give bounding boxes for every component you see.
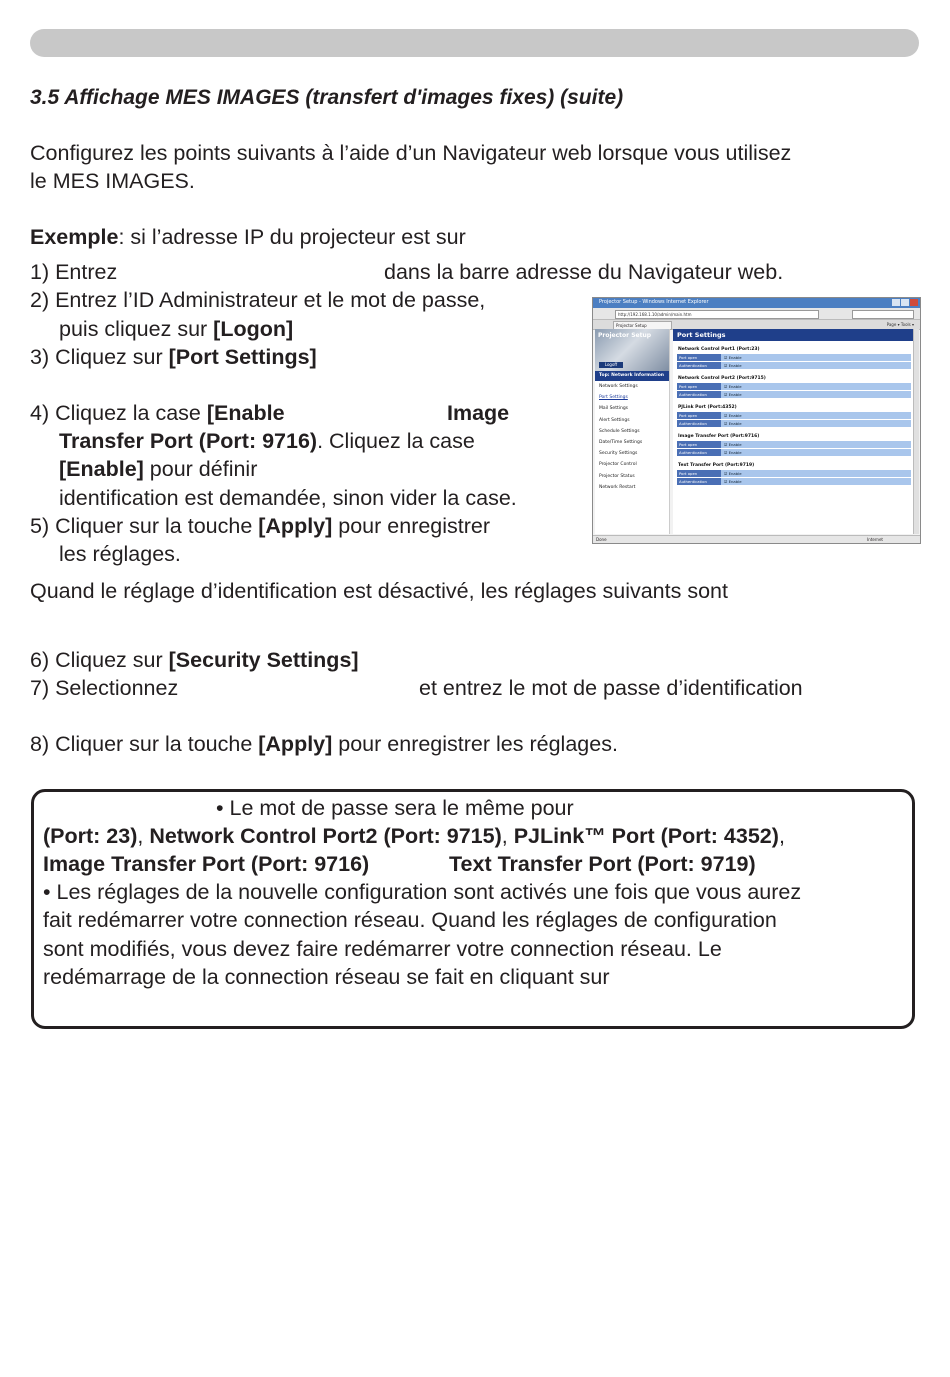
screenshot-enable-checkbox: ☑ Enable xyxy=(721,441,911,448)
image-transfer-port-note: Image Transfer Port (Port: 9716) xyxy=(43,852,370,876)
screenshot-nav-top: Top: Network Information xyxy=(595,371,669,381)
screenshot-nav-item: Date/Time Settings xyxy=(599,440,643,446)
image-transfer-port-label: Transfer Port (Port: 9716) xyxy=(59,429,318,453)
step-4-text: 4) Cliquez la case xyxy=(30,401,207,425)
screenshot-nav xyxy=(595,381,669,493)
screenshot-tools: Page ▾ Tools ▾ xyxy=(886,322,914,327)
screenshot-setting-key: Authentication xyxy=(677,362,721,369)
screenshot-enable-checkbox: ☑ Enable xyxy=(721,470,911,477)
minimize-icon xyxy=(892,299,900,306)
screenshot-main xyxy=(673,329,915,534)
screenshot-enable-checkbox: ☑ Enable xyxy=(721,412,911,419)
screenshot-search-box xyxy=(852,310,914,319)
screenshot-setting-row xyxy=(677,470,911,477)
screenshot-setting-row xyxy=(677,478,911,485)
screenshot-enable-checkbox: ☑ Enable xyxy=(721,420,911,427)
screenshot-scrollbar xyxy=(913,329,919,534)
network-control-port2-label: Network Control Port2 (Port: 9715) xyxy=(149,824,502,848)
step-1-suffix: dans la barre adresse du Navigateur web. xyxy=(384,260,784,284)
enable-label: [Enable xyxy=(206,401,285,425)
intro-line-1: Configurez les points suivants à l’aide d’un Navigateur web lorsque vous utilisez xyxy=(30,141,792,165)
step-2-text: puis cliquez sur xyxy=(59,317,214,341)
step-4-line-4: identification est demandée, sinon vider la case. xyxy=(59,486,517,510)
maximize-icon xyxy=(901,299,909,306)
screenshot-setting-row xyxy=(677,362,911,369)
note-sep-2: , xyxy=(501,824,514,848)
step-7-suffix: et entrez le mot de passe d’identification xyxy=(419,676,803,700)
screenshot-setting-key: Port open xyxy=(677,412,721,419)
screenshot-titlebar xyxy=(593,298,920,308)
screenshot-nav-item: Projector Status xyxy=(599,473,635,479)
screenshot-groups xyxy=(673,341,915,485)
screenshot-group-title: Image Transfer Port (Port:9716) xyxy=(678,434,760,439)
example-text: : si l’adresse IP du projecteur est sur xyxy=(118,225,466,249)
step-6 xyxy=(30,646,359,674)
screenshot-nav-item: Alert Settings xyxy=(599,417,630,423)
step-3 xyxy=(30,343,317,371)
example-label: Exemple xyxy=(30,225,119,249)
screenshot-setting-key: Authentication xyxy=(677,449,721,456)
screenshot-setting-key: Authentication xyxy=(677,478,721,485)
step-6-text: 6) Cliquez sur xyxy=(30,648,169,672)
note-line-4: • Les réglages de la nouvelle configuration sont activés une fois que vous aurez xyxy=(43,880,802,904)
note-line-1: • Le mot de passe sera le même pour xyxy=(216,796,574,820)
screenshot-enable-checkbox: ☑ Enable xyxy=(721,362,911,369)
screenshot-status-text: Done xyxy=(596,537,607,542)
pjlink-port-label: PJLink™ Port (Port: 4352) xyxy=(513,824,779,848)
screenshot-nav-item: Port Settings xyxy=(599,395,628,401)
screenshot-logo xyxy=(595,329,669,371)
step-4-line-2-rest: . Cliquez la case xyxy=(317,429,475,453)
screenshot-nav-item: Projector Control xyxy=(599,462,637,468)
step-5-line-1 xyxy=(30,512,490,540)
intro-line-2: le MES IMAGES. xyxy=(30,169,195,193)
screenshot-nav-item: Security Settings xyxy=(599,451,638,457)
screenshot-status-zone: Internet xyxy=(867,537,883,542)
step-4-line-3 xyxy=(59,455,257,483)
apply-label: [Apply] xyxy=(258,514,333,538)
screenshot-sidebar xyxy=(595,329,670,534)
note-line-2 xyxy=(43,822,785,850)
screenshot-group-title: PJLink Port (Port:4352) xyxy=(678,405,737,410)
screenshot-nav-item: Network Settings xyxy=(599,384,638,389)
screenshot-group-title: Network Control Port1 (Port:23) xyxy=(678,347,760,352)
close-icon xyxy=(910,299,918,306)
screenshot-enable-checkbox: ☑ Enable xyxy=(721,391,911,398)
screenshot-setting-row xyxy=(677,354,911,361)
header-band xyxy=(30,29,919,57)
screenshot-setting-key: Port open xyxy=(677,441,721,448)
step-3-text: 3) Cliquez sur xyxy=(30,345,169,369)
screenshot-logo-text: Projector Setup xyxy=(598,332,652,339)
screenshot-enable-checkbox: ☑ Enable xyxy=(721,383,911,390)
step-2-line-1: 2) Entrez l’ID Administrateur et le mot de passe, xyxy=(30,288,486,312)
screenshot-page-heading: Port Settings xyxy=(673,329,915,341)
screenshot-nav-item: Schedule Settings xyxy=(599,428,640,434)
screenshot-enable-checkbox: ☑ Enable xyxy=(721,478,911,485)
note-line-6: sont modifiés, vous devez faire redémarrer votre connection réseau. Le xyxy=(43,937,722,961)
step-4-line-3-rest: pour définir xyxy=(143,457,258,481)
screenshot-nav-item: Mail Settings xyxy=(599,406,629,412)
screenshot-tab: Projector Setup xyxy=(613,321,672,330)
step-8-text: 8) Cliquer sur la touche xyxy=(30,732,259,756)
enable-bracket-label: [Enable] xyxy=(59,457,144,481)
note-line-7: redémarrage de la connection réseau se fait en cliquant sur xyxy=(43,965,610,989)
apply-label-2: [Apply] xyxy=(258,732,333,756)
text-transfer-port-note: Text Transfer Port (Port: 9719) xyxy=(449,852,756,876)
step-5-line-2: les réglages. xyxy=(59,542,181,566)
note-sep-3: , xyxy=(778,824,785,848)
step-8-rest: pour enregistrer les réglages. xyxy=(332,732,618,756)
screenshot-setting-key: Authentication xyxy=(677,420,721,427)
screenshot-url: http://192.168.1.10/admin/main.htm xyxy=(615,310,819,319)
screenshot-setting-row xyxy=(677,449,911,456)
screenshot-window-title: Projector Setup - Windows Internet Explorer xyxy=(599,299,709,305)
browser-screenshot xyxy=(592,297,921,544)
note-line-5: fait redémarrer votre connection réseau. Quand les réglages de configuration xyxy=(43,908,777,932)
note-sep-1: , xyxy=(137,824,150,848)
step-1-prefix: 1) Entrez xyxy=(30,260,118,284)
security-settings-label: [Security Settings] xyxy=(168,648,359,672)
step-4-line-2 xyxy=(59,427,475,455)
port-23-label: (Port: 23) xyxy=(43,824,138,848)
screenshot-enable-checkbox: ☑ Enable xyxy=(721,449,911,456)
step-2-line-2 xyxy=(59,315,293,343)
step-4-image-word: Image xyxy=(447,401,510,425)
screenshot-setting-key: Authentication xyxy=(677,391,721,398)
screenshot-enable-checkbox: ☑ Enable xyxy=(721,354,911,361)
auth-note: Quand le réglage d’identification est désactivé, les réglages suivants sont xyxy=(30,579,728,603)
screenshot-setting-key: Port open xyxy=(677,470,721,477)
step-7-prefix: 7) Selectionnez xyxy=(30,676,179,700)
screenshot-group-title: Network Control Port2 (Port:9715) xyxy=(678,376,766,381)
screenshot-setting-row xyxy=(677,441,911,448)
screenshot-nav-item: Network Restart xyxy=(599,484,636,490)
screenshot-group-title: Text Transfer Port (Port:9719) xyxy=(678,463,755,468)
screenshot-setting-row xyxy=(677,391,911,398)
port-settings-label: [Port Settings] xyxy=(168,345,317,369)
example-paragraph xyxy=(30,223,466,251)
step-5-text: 5) Cliquer sur la touche xyxy=(30,514,259,538)
screenshot-logoff: Logoff xyxy=(599,362,623,368)
step-5-rest: pour enregistrer xyxy=(332,514,491,538)
logon-label: [Logon] xyxy=(213,317,294,341)
screenshot-setting-row xyxy=(677,412,911,419)
screenshot-setting-row xyxy=(677,383,911,390)
screenshot-statusbar xyxy=(593,535,921,543)
screenshot-setting-row xyxy=(677,420,911,427)
step-8 xyxy=(30,730,618,758)
screenshot-address-bar xyxy=(593,308,920,320)
step-4-line-1 xyxy=(30,399,285,427)
screenshot-setting-key: Port open xyxy=(677,354,721,361)
section-title: 3.5 Affichage MES IMAGES (transfert d'images fixes) (suite) xyxy=(30,86,624,109)
screenshot-setting-key: Port open xyxy=(677,383,721,390)
